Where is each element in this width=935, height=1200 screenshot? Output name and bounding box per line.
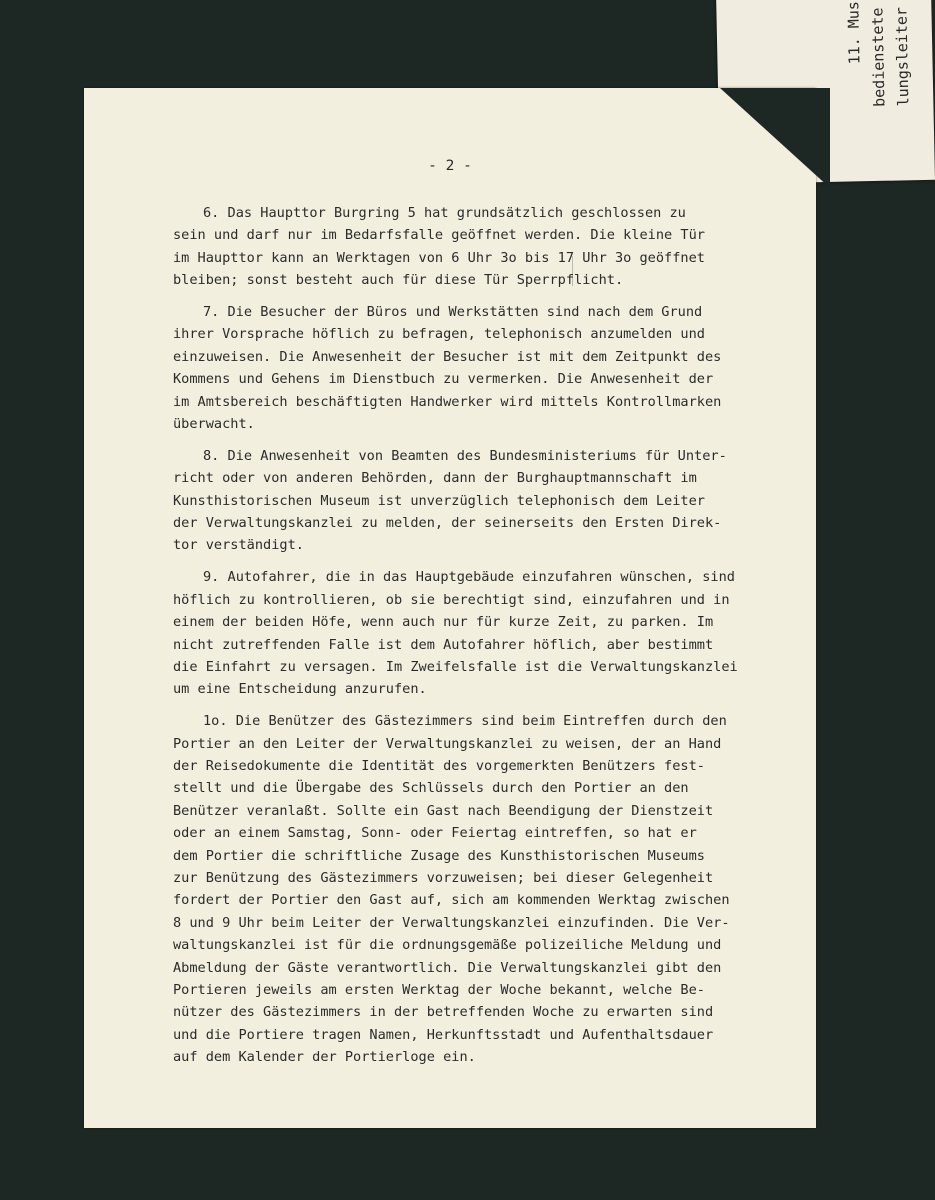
paragraph-10: [173, 710, 773, 1068]
side-document-line: bedienstete: [868, 7, 889, 108]
text-line: stellt und die Übergabe des Schlüssels durch den Portier an den: [173, 780, 689, 797]
text-line: einzuweisen. Die Anwesenheit der Besucher ist mit dem Zeitpunkt des: [173, 348, 722, 365]
text-line: 8. Die Anwesenheit von Beamten des Bundesministeriums für Unter-: [203, 447, 727, 464]
side-document-line: 11. Mus: [844, 0, 864, 65]
page-number: - 2 -: [428, 158, 472, 174]
paragraph-7: [173, 301, 773, 435]
text-line: Abmeldung der Gäste verantwortlich. Die Verwaltungskanzlei gibt den: [173, 959, 722, 976]
text-line: und die Portiere tragen Namen, Herkunftsstadt und Aufenthaltsdauer: [173, 1026, 714, 1043]
text-line: auf dem Kalender der Portierloge ein.: [173, 1049, 476, 1066]
text-line: waltungskanzlei ist für die ordnungsgemäße polizeiliche Meldung und: [173, 937, 722, 954]
text-line: einem der beiden Höfe, wenn auch nur für kurze Zeit, zu parken. Im: [173, 614, 714, 631]
paragraph-9: [173, 566, 773, 700]
text-line: überwacht.: [173, 416, 255, 433]
text-line: 8 und 9 Uhr beim Leiter der Verwaltungskanzlei einzufinden. Die Ver-: [173, 914, 730, 931]
text-line: Kommens und Gehens im Dienstbuch zu vermerken. Die Anwesenheit der: [173, 371, 714, 388]
text-line: 1o. Die Benützer des Gästezimmers sind beim Eintreffen durch den: [203, 713, 727, 730]
paragraph-6: [173, 202, 773, 292]
text-line: tor verständigt.: [173, 537, 304, 554]
text-line: 6. Das Haupttor Burgring 5 hat grundsätzlich geschlossen zu: [203, 205, 686, 221]
text-line: richt oder von anderen Behörden, dann der Burghauptmannschaft im: [173, 470, 697, 487]
text-line: 7. Die Besucher der Büros und Werkstätten sind nach dem Grund: [203, 304, 703, 321]
text-line: fordert der Portier den Gast auf, sich am kommenden Werktag zwischen: [173, 892, 730, 909]
text-line: um eine Entscheidung anzurufen.: [173, 681, 427, 698]
text-line: oder an einem Samstag, Sonn- oder Feiertag eintreffen, so hat er: [173, 825, 697, 842]
text-line: der Reisedokumente die Identität des vorgemerkten Benützers fest-: [173, 757, 705, 774]
text-line: Portieren jeweils am ersten Werktag der Woche bekannt, welche Be-: [173, 981, 705, 998]
document-body: [173, 202, 773, 1078]
side-document-line: lungsleiter: [892, 6, 913, 107]
text-line: bleiben; sonst besteht auch für diese Tür Sperrpflicht.: [173, 272, 624, 289]
text-line: 9. Autofahrer, die in das Hauptgebäude einzufahren wünschen, sind: [203, 569, 735, 586]
text-line: nicht zutreffenden Falle ist dem Autofahrer höflich, aber bestimmt: [173, 636, 714, 653]
text-line: der Verwaltungskanzlei zu melden, der seinerseits den Ersten Direk-: [173, 515, 722, 532]
text-line: im Haupttor kann an Werktagen von 6 Uhr 3o bis 17 Uhr 3o geöffnet: [173, 249, 705, 266]
paragraph-8: [173, 445, 773, 557]
text-line: die Einfahrt zu versagen. Im Zweifelsfalle ist die Verwaltungskanzlei: [173, 658, 738, 675]
text-line: im Amtsbereich beschäftigten Handwerker wird mittels Kontrollmarken: [173, 393, 722, 410]
text-line: höflich zu kontrollieren, ob sie berechtigt sind, einzufahren und in: [173, 591, 730, 608]
text-line: nützer des Gästezimmers in der betreffenden Woche zu erwarten sind: [173, 1004, 714, 1021]
text-line: dem Portier die schriftliche Zusage des Kunsthistorischen Museums: [173, 847, 705, 864]
text-line: Portier an den Leiter der Verwaltungskanzlei zu weisen, der an Hand: [173, 735, 722, 752]
text-line: ihrer Vorsprache höflich zu befragen, telephonisch anzumelden und: [173, 326, 705, 343]
document-page: [84, 88, 816, 1128]
text-line: zur Benützung des Gästezimmers vorzuweisen; bei dieser Gelegenheit: [173, 869, 714, 886]
text-line: sein und darf nur im Bedarfsfalle geöffnet werden. Die kleine Tür: [173, 227, 705, 244]
text-line: Benützer veranlaßt. Sollte ein Gast nach Beendigung der Dienstzeit: [173, 802, 714, 819]
text-line: Kunsthistorischen Museum ist unverzüglich telephonisch dem Leiter: [173, 492, 705, 509]
